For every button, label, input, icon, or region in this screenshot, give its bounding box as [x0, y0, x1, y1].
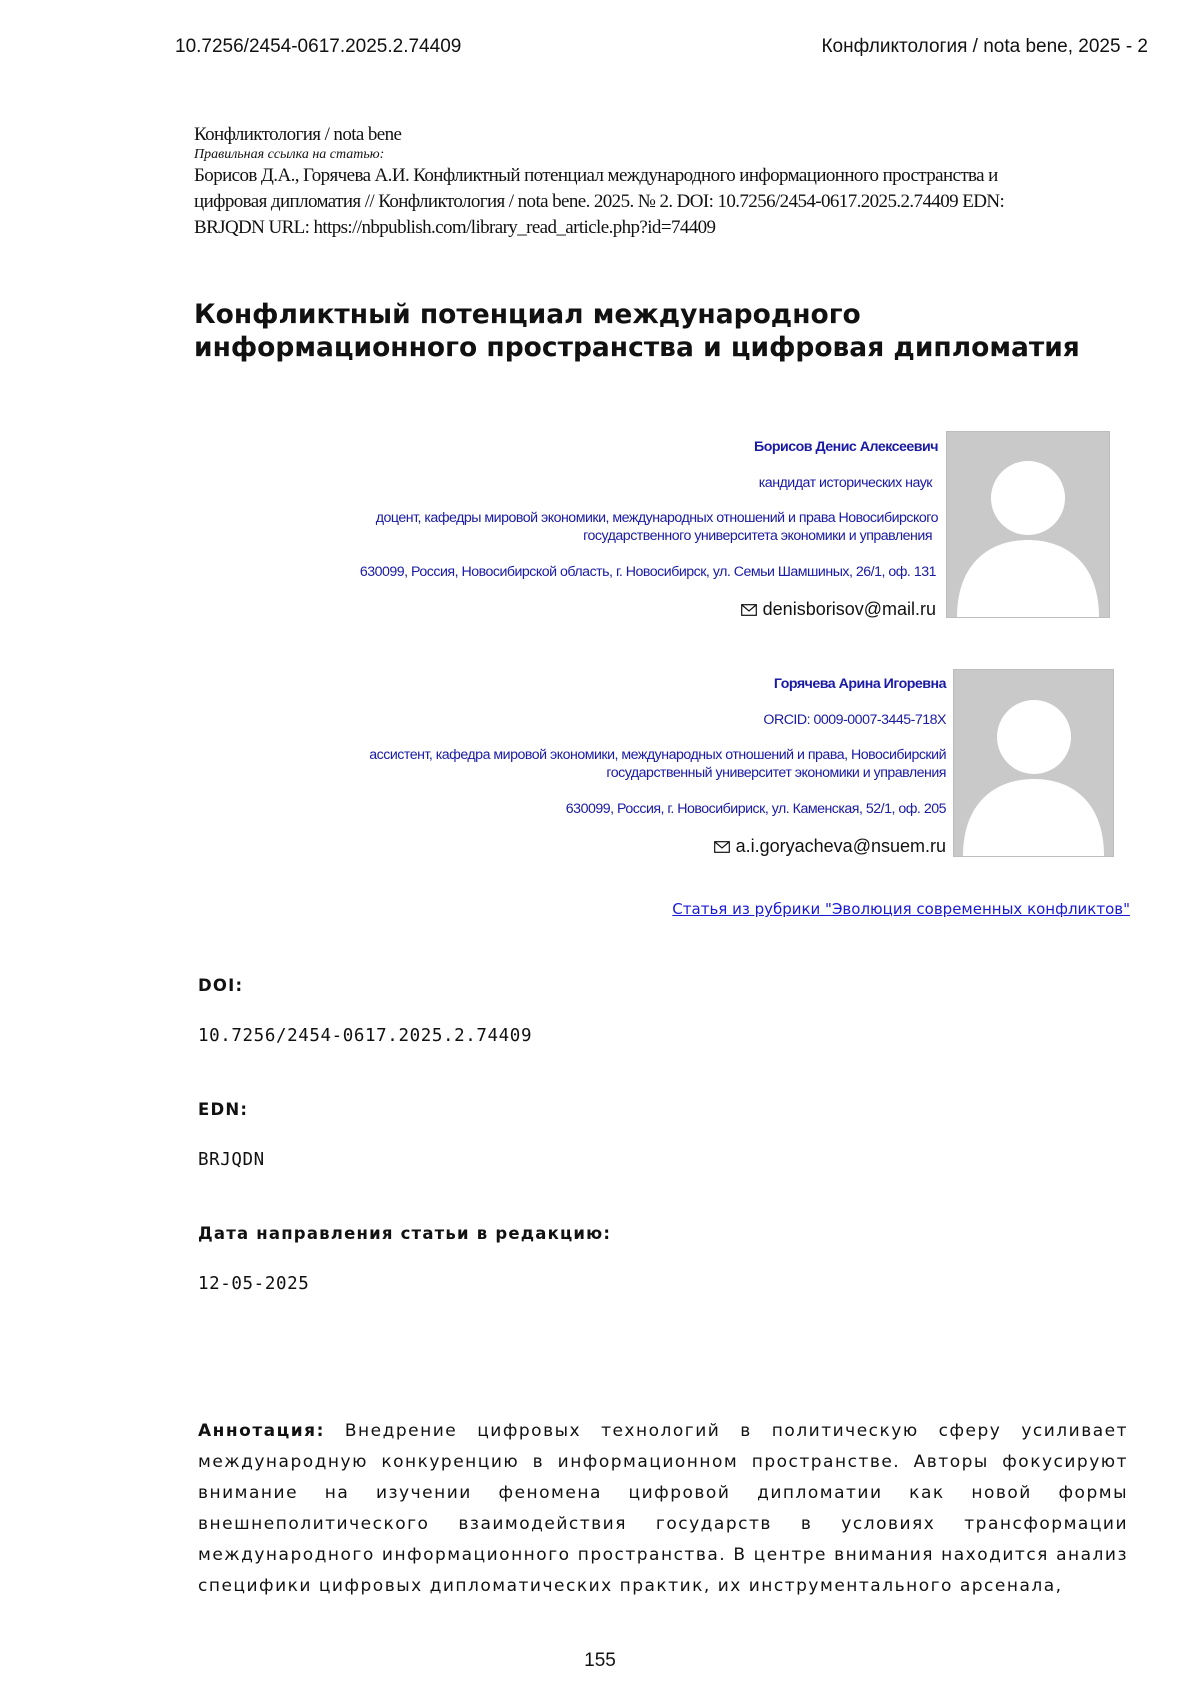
citation-line-3: BRJQDN URL: https://nbpublish.com/library_read_article.php?id=74409 [194, 217, 716, 238]
citation-label: Правильная ссылка на статью: [194, 147, 385, 162]
author-email-text[interactable]: denisborisov@mail.ru [762, 599, 936, 619]
author-name: Борисов Денис Алексеевич [754, 439, 938, 455]
author-position: ассистент, кафедра мировой экономики, международных отношений и права, Новосибирский [369, 747, 946, 763]
edn-label: EDN: [198, 1100, 249, 1119]
citation-line-2: цифровая дипломатия // Конфликтология / nota bene. 2025. № 2. DOI: 10.7256/2454-0617.2025.2.74409 EDN: [194, 191, 1005, 212]
author-degree: кандидат исторических наук [758, 475, 932, 491]
submission-date-value: 12-05-2025 [198, 1274, 310, 1294]
author-orcid: ORCID: 0009-0007-3445-718X [763, 712, 946, 728]
doi-value: 10.7256/2454-0617.2025.2.74409 [198, 1026, 533, 1046]
edn-value: BRJQDN [198, 1150, 265, 1170]
citation-block [194, 124, 1094, 241]
abstract-text: Внедрение цифровых технологий в политическую сферу усиливает международную конкуренцию в информационном пространстве. Авторы фокусируют внимание на изучении феномена цифровой дипломатии как новой формы внешнеполитического взаимодействия государств в условиях трансформации международного информационного пространства. В центре внимания находится анализ специфики цифровых дипломатических практик, их инструментального арсенала, [198, 1421, 1129, 1596]
author-address: 630099, Россия, Новосибирской область, г. Новосибирск, ул. Семьи Шамшиных, 26/1, оф. 131 [359, 564, 936, 580]
author-email[interactable] [714, 836, 946, 858]
page-number: 155 [584, 1650, 616, 1671]
author-photo [946, 431, 1110, 618]
author-email-text[interactable]: a.i.goryacheva@nsuem.ru [735, 836, 946, 856]
envelope-icon [741, 600, 757, 621]
person-silhouette-icon [954, 670, 1113, 856]
author-card [200, 433, 938, 633]
author-position-cont: государственный университет экономики и управления [606, 765, 946, 781]
doi-label: DOI: [198, 976, 244, 995]
header-journal-issue: Конфликтология / nota bene, 2025 - 2 [821, 36, 1148, 57]
author-email[interactable] [741, 599, 936, 621]
author-photo [953, 669, 1114, 857]
article-title-line-1: Конфликтный потенциал международного [194, 299, 861, 330]
author-card [200, 670, 946, 870]
author-position: доцент, кафедры мировой экономики, международных отношений и права Новосибирского [375, 510, 938, 526]
envelope-icon [714, 837, 730, 858]
author-position-cont: государственного университета экономики и управления [583, 528, 932, 544]
submission-date-label: Дата направления статьи в редакцию: [198, 1224, 612, 1243]
citation-line-1: Борисов Д.А., Горячева А.И. Конфликтный потенциал международного информационного пространства и [194, 165, 998, 186]
abstract [198, 1416, 1128, 1602]
article-title-line-2: информационного пространства и цифровая дипломатия [194, 332, 1080, 363]
person-silhouette-icon [947, 432, 1109, 617]
author-name: Горячева Арина Игоревна [773, 676, 946, 692]
header-doi: 10.7256/2454-0617.2025.2.74409 [175, 36, 462, 57]
rubric-link[interactable]: Статья из рубрики "Эволюция современных конфликтов" [672, 900, 1130, 918]
citation-journal: Конфликтология / nota bene [194, 124, 402, 145]
author-address: 630099, Россия, г. Новосибириск, ул. Каменская, 52/1, оф. 205 [565, 801, 946, 817]
abstract-label: Аннотация: [198, 1421, 325, 1441]
article-title [194, 298, 1144, 364]
